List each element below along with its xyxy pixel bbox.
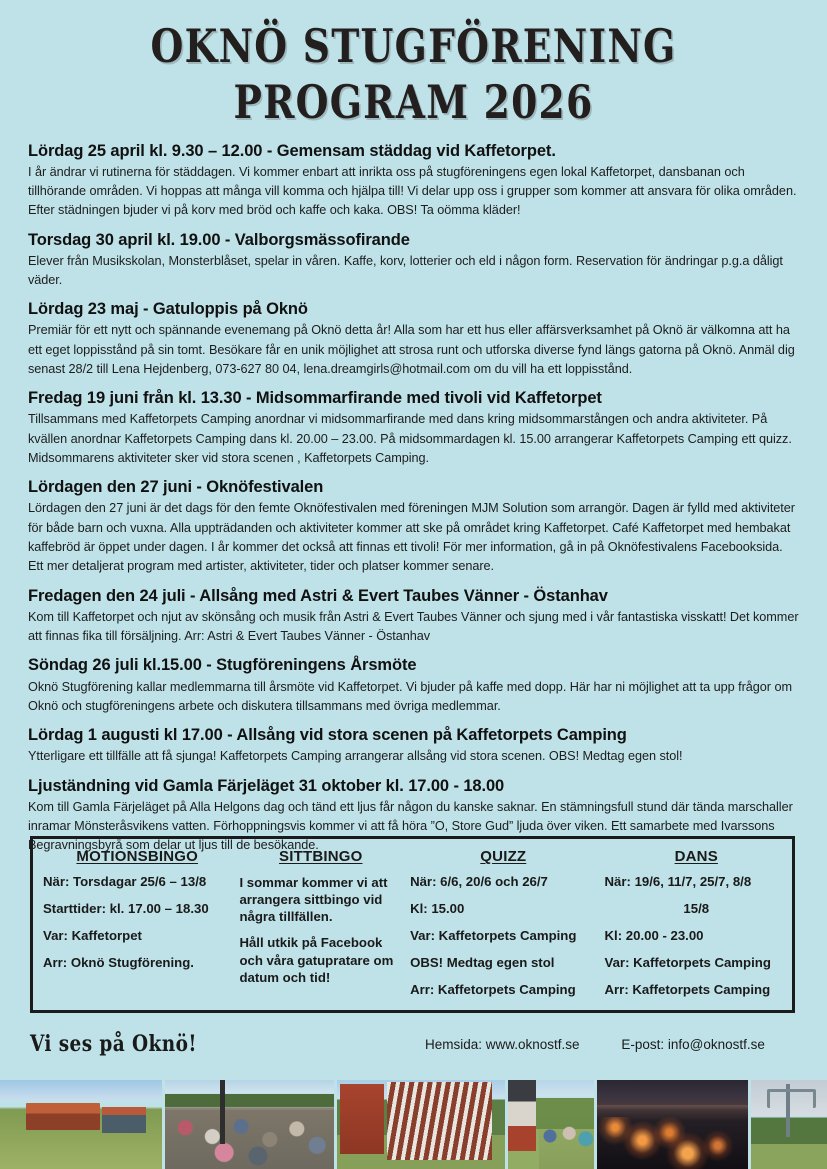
photo-red-house-trellis	[337, 1080, 506, 1169]
activities-line: Var: Kaffetorpets Camping	[410, 927, 577, 943]
activities-line: Kl: 15.00	[410, 900, 465, 916]
entry-body: Elever från Musikskolan, Monsterblåset, spelar in våren. Kaffe, korv, lotterier och eld i någon form. Reservation för ändringar p.g.a dåligt väder.	[28, 253, 783, 288]
entry-heading: Lördag 1 augusti kl 17.00 - Allsång vid stora scenen på Kaffetorpets Camping	[28, 726, 627, 745]
program-entries	[0, 141, 827, 856]
email-text: E-post: info@oknostf.se	[621, 1037, 765, 1052]
activities-box	[30, 836, 795, 1013]
activities-line: Arr: Kaffetorpets Camping	[410, 981, 576, 997]
program-entry	[28, 725, 799, 766]
activities-line: När: 6/6, 20/6 och 26/7	[410, 874, 548, 889]
entry-body: Tillsammans med Kaffetorpets Camping anordnar vi midsommarfirande med dans kring midsommarstången och andra aktiviteter. På kvällen anordnar Kaffetorpets Camping dans kl. 20.00 – 23.00. På midsommardagen kl. 15.00 arrangerar Kaffetorpets Camping ett quizz. Midsommarens aktiviteter sker vid stora scenen , Kaffetorpets Camping.	[28, 412, 792, 466]
entry-body: Premiär för ett nytt och spännande evenemang på Oknö detta år! Alla som har ett hus eller affärsverksamhet på Oknö är välkomna att ha ett eget loppisstånd på sin tomt. Besökare får en unik möjlighet att strosa runt och utforska diverse fynd längs gatorna på Oknö. Anmäl dig senast 28/2 till Lena Hejdenberg, 073-627 80 04, lena.dreamgirls@hotmail.com om du vill ha ett loppisstånd.	[28, 323, 795, 377]
entry-body: Kom till Gamla Färjeläget på Alla Helgons dag och tänd ett ljus får någon du kanske saknar. En stämningsfull stund där tända marschaller inramar Mönsteråsvikens vatten. Förhoppningsvis kommer vi att få höra ”O, Store Gud” ljuda över viken. Ett samarbete med Ivarssons Begravningsbyrå som delar ut ljus till de besökande.	[28, 799, 793, 853]
program-entry	[28, 299, 799, 379]
entry-body: I år ändrar vi rutinerna för städdagen. Vi kommer enbart att inrikta oss på stugföreningens egen lokal Kaffetorpet, dansbanan och tillhörande områden. Vi hoppas att många vill komma och hjälpa till! Vi delar upp oss i grupper som kommer att ansvara för olika områden. Efter städningen bjuder vi på korv med bröd och kaffe och kaka. OBS! Ta oömma kläder!	[28, 164, 797, 218]
program-entry	[28, 586, 799, 647]
activities-title-dans: DANS	[674, 848, 718, 865]
entry-heading: Fredagen den 24 juli - Allsång med Astri & Evert Taubes Vänner - Östanhav	[28, 586, 608, 605]
activities-paragraph: I sommar kommer vi att arrangera sittbingo vid några tillfällen.	[239, 875, 388, 925]
program-entry	[28, 230, 799, 291]
activities-line: Starttider: kl. 17.00 – 18.30	[43, 900, 209, 916]
entry-body: Ytterligare ett tillfälle att få sjunga! Kaffetorpets Camping arrangerar allsång vid stora scenen. OBS! Medtag egen stol!	[28, 749, 683, 764]
activities-line: När: 19/6, 11/7, 25/7, 8/8	[604, 874, 752, 889]
entry-heading: Lördagen den 27 juni - Oknöfestivalen	[28, 478, 324, 497]
program-entry	[28, 141, 799, 221]
activities-title-motionsbingo: MOTIONSBINGO	[76, 848, 198, 865]
activities-column-dans	[601, 848, 792, 1010]
activities-line: Arr: Kaffetorpets Camping	[604, 981, 771, 997]
page-title-line-1: OKNÖ STUGFÖRENING	[150, 19, 677, 73]
activities-line: Kl: 20.00 - 23.00	[604, 927, 704, 943]
program-entry	[28, 388, 799, 468]
program-entry	[28, 477, 799, 576]
poster-header	[0, 0, 827, 130]
contact-info	[425, 1037, 765, 1052]
program-entry	[28, 655, 799, 716]
entry-heading: Torsdag 30 april kl. 19.00 - Valborgsmässofirande	[28, 230, 410, 249]
entry-body: Lördagen den 27 juni är det dags för den femte Oknöfestivalen med föreningen MJM Solution som arrangör. Dagen är fylld med aktiviteter för både barn och vuxna. Alla uppträdanden och aktiviteter kommer att ske på området kring Kaffetorpet. Café Kaffetorpet med hembakat kaffebröd är öppet under dagen. I år kommer det också att finnas ett tivoli! För mer information, gå in på Oknöfestivalens Facebooksida. Ett mer detaljerat program med artister, aktiviteter, tider och platser kommer senare.	[28, 501, 795, 574]
activities-line: När: Torsdagar 25/6 – 13/8	[43, 874, 207, 889]
activities-line: OBS! Medtag egen stol	[410, 954, 555, 970]
photo-torches-at-water	[597, 1080, 748, 1169]
poster-footer	[0, 1025, 827, 1080]
entry-heading: Ljuständning vid Gamla Färjeläget 31 oktober kl. 17.00 - 18.00	[28, 776, 505, 795]
see-you-message: Vi ses på Oknö!	[30, 1031, 197, 1057]
entry-heading: Söndag 26 juli kl.15.00 - Stugföreningens Årsmöte	[28, 656, 417, 675]
photo-midsummer-pole	[751, 1080, 827, 1169]
activities-line: 15/8	[683, 900, 710, 916]
activities-title-quizz: QUIZZ	[480, 848, 527, 865]
activities-column-motionsbingo	[33, 848, 235, 1010]
photo-kaffetorpet-buildings	[0, 1080, 162, 1169]
entry-heading: Lördag 25 april kl. 9.30 – 12.00 - Gemensam städdag vid Kaffetorpet.	[28, 141, 556, 160]
entry-heading: Fredag 19 juni från kl. 13.30 - Midsommarfirande med tivoli vid Kaffetorpet	[28, 389, 602, 408]
photo-strip	[0, 1080, 827, 1169]
entry-body: Oknö Stugförening kallar medlemmarna till årsmöte vid Kaffetorpet. Vi bjuder på kaffe med dopp. Här har ni möjlighet att ta upp frågor om Oknö och stugföreningens arbete och diskutera tillsammans med övriga medlemmar.	[28, 679, 792, 713]
activities-column-quizz	[406, 848, 600, 1010]
activities-line: Arr: Oknö Stugförening.	[43, 954, 194, 970]
activities-line: Var: Kaffetorpet	[43, 927, 142, 943]
activities-title-sittbingo: SITTBINGO	[279, 848, 363, 865]
activities-line: Var: Kaffetorpets Camping	[604, 954, 771, 970]
page-title-line-2: PROGRAM 2026	[233, 75, 594, 130]
photo-crowd-at-stage	[165, 1080, 334, 1169]
entry-heading: Lördag 23 maj - Gatuloppis på Oknö	[28, 300, 308, 319]
entry-body: Kom till Kaffetorpet och njut av skönsång och musik från Astri & Evert Taubes Vänner och sjung med i vår fantastiska visskatt! Det kommer att finnas fika till försäljning. Arr: Astri & Evert Taubes Vänner - Östanhav	[28, 609, 799, 644]
activities-paragraph: Håll utkik på Facebook och våra gatupratare om datum och tid!	[239, 935, 394, 985]
website-text: Hemsida: www.oknostf.se	[425, 1037, 580, 1052]
photo-people-by-building	[508, 1080, 593, 1169]
activities-column-sittbingo	[235, 848, 406, 1010]
